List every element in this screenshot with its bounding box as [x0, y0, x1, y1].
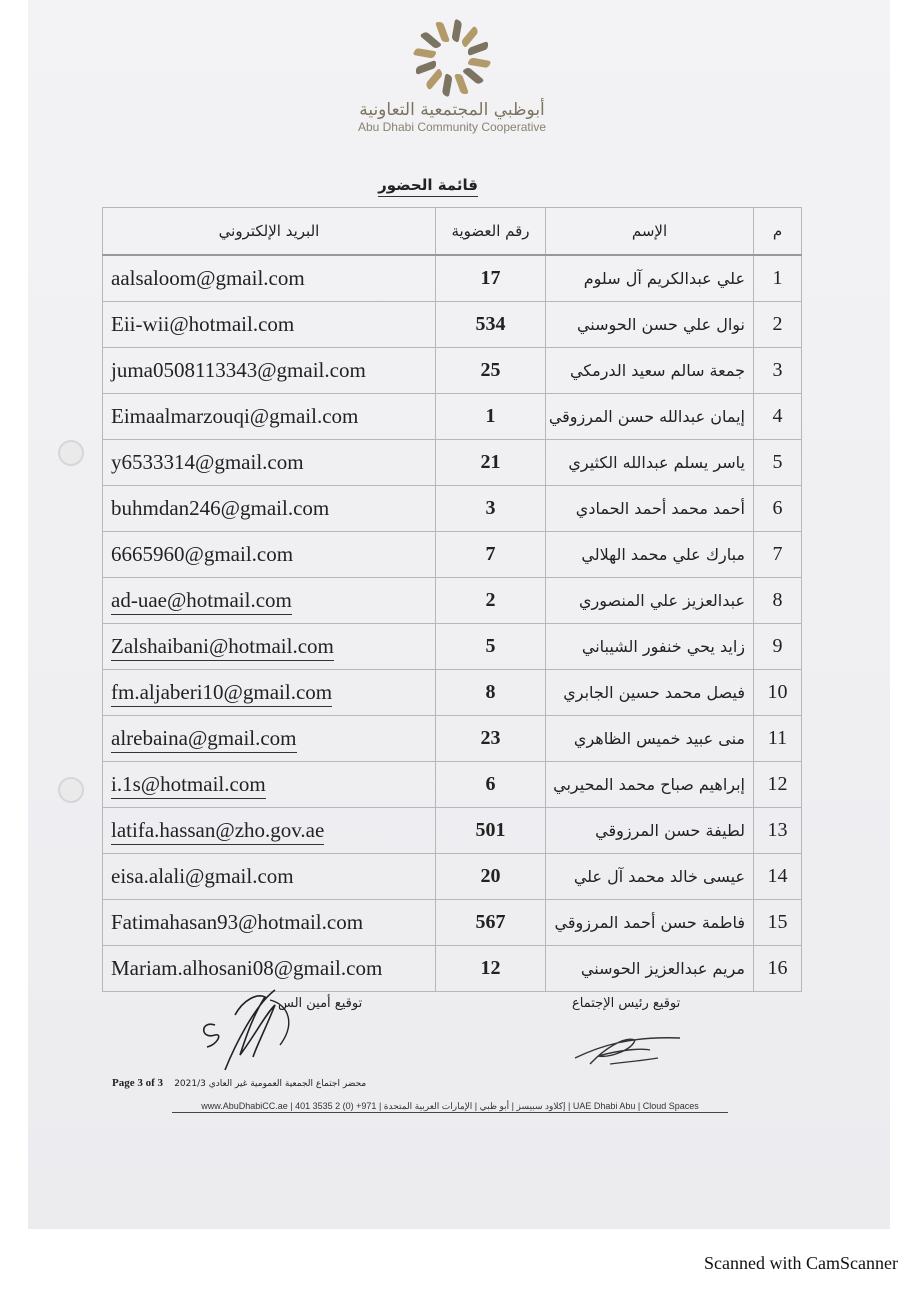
table-row [103, 302, 802, 348]
logo-petal [467, 57, 492, 68]
table-row [103, 854, 802, 900]
page-title: قائمة الحضور [378, 176, 478, 197]
membership-cell: 8 [436, 670, 546, 716]
footer-contact: UAE Dhabi Abu | Cloud Spaces | إكلاود سبيسز | أبو ظبي | الإمارات العربية المتحدة | www.AbuDhabiCC.ae | 401 3535 2 (0) +971 [172, 1101, 728, 1113]
index-cell: 9 [754, 624, 802, 670]
email-text: aalsaloom@gmail.com [111, 266, 305, 290]
email-text: buhmdan246@gmail.com [111, 496, 330, 520]
table-row [103, 808, 802, 854]
index-cell: 6 [754, 486, 802, 532]
email-cell [103, 624, 436, 670]
email-text: juma0508113343@gmail.com [111, 358, 366, 382]
name-cell: جمعة سالم سعيد الدرمكي [546, 348, 754, 394]
email-text: fm.aljaberi10@gmail.com [111, 680, 332, 707]
name-cell: ياسر يسلم عبدالله الكثيري [546, 440, 754, 486]
logo-petal [442, 73, 453, 98]
table-row [103, 670, 802, 716]
index-cell: 14 [754, 854, 802, 900]
logo-petal [416, 60, 436, 75]
email-cell [103, 302, 436, 348]
name-cell: عيسى خالد محمد آل علي [546, 854, 754, 900]
name-cell: لطيفة حسن المرزوقي [546, 808, 754, 854]
header-email: البريد الإلكتروني [103, 208, 436, 256]
table-row [103, 348, 802, 394]
table-row [103, 394, 802, 440]
index-cell: 16 [754, 946, 802, 992]
header-index: م [754, 208, 802, 256]
punch-hole [58, 777, 84, 803]
meeting-title: محضر اجتماع الجمعية العمومية غير العادي 2021/3 [174, 1079, 367, 1089]
chairman-signature-label: توقيع رئيس الإجتماع [572, 996, 681, 1011]
membership-cell: 1 [436, 394, 546, 440]
logo-petal [419, 31, 442, 49]
email-text: Mariam.alhosani08@gmail.com [111, 956, 383, 980]
membership-cell: 567 [436, 900, 546, 946]
name-cell: مبارك علي محمد الهلالي [546, 532, 754, 578]
camscanner-watermark: Scanned with CamScanner [704, 1253, 898, 1273]
email-text: i.1s@hotmail.com [111, 772, 266, 799]
email-text: ad-uae@hotmail.com [111, 588, 292, 615]
table-row [103, 255, 802, 302]
index-cell: 15 [754, 900, 802, 946]
email-cell [103, 532, 436, 578]
logo-emblem-icon [412, 18, 492, 98]
membership-cell: 7 [436, 532, 546, 578]
email-cell [103, 670, 436, 716]
membership-cell: 2 [436, 578, 546, 624]
logo-english-text: Abu Dhabi Community Cooperative [357, 120, 547, 134]
logo-arabic-text: أبوظبي المجتمعية التعاونية [359, 100, 545, 120]
secretary-signature-icon [195, 985, 305, 1077]
email-text: y6533314@gmail.com [111, 450, 304, 474]
header-name: الإسم [546, 208, 754, 256]
membership-cell: 25 [436, 348, 546, 394]
logo-petal [462, 67, 485, 85]
name-cell: إيمان عبدالله حسن المرزوقي [546, 394, 754, 440]
email-cell [103, 348, 436, 394]
logo-petal [412, 48, 437, 59]
membership-cell: 3 [436, 486, 546, 532]
index-cell: 5 [754, 440, 802, 486]
email-text: alrebaina@gmail.com [111, 726, 297, 753]
index-cell: 11 [754, 716, 802, 762]
email-cell [103, 394, 436, 440]
index-cell: 12 [754, 762, 802, 808]
email-cell [103, 900, 436, 946]
membership-cell: 12 [436, 946, 546, 992]
table-row [103, 440, 802, 486]
table-row [103, 486, 802, 532]
logo-petal [435, 22, 450, 42]
email-text: latifa.hassan@zho.gov.ae [111, 818, 324, 845]
email-text: Eii-wii@hotmail.com [111, 312, 295, 336]
email-cell [103, 578, 436, 624]
email-text: eisa.alali@gmail.com [111, 864, 294, 888]
name-cell: منى عبيد خميس الظاهري [546, 716, 754, 762]
index-cell: 4 [754, 394, 802, 440]
name-cell: علي عبدالكريم آل سلوم [546, 255, 754, 302]
cooperative-logo [352, 18, 552, 158]
email-text: Fatimahasan93@hotmail.com [111, 910, 364, 934]
name-cell: نوال علي حسن الحوسني [546, 302, 754, 348]
name-cell: فاطمة حسن أحمد المرزوقي [546, 900, 754, 946]
index-cell: 3 [754, 348, 802, 394]
chairman-signature-icon [570, 1028, 685, 1070]
page-number: Page 3 of 3 [112, 1077, 164, 1089]
attendance-table [102, 207, 802, 992]
email-text: Zalshaibani@hotmail.com [111, 634, 334, 661]
table-row [103, 532, 802, 578]
name-cell: إبراهيم صباح محمد المحيربي [546, 762, 754, 808]
index-cell: 10 [754, 670, 802, 716]
email-cell [103, 808, 436, 854]
name-cell: مريم عبدالعزيز الحوسني [546, 946, 754, 992]
logo-petal [461, 25, 479, 48]
membership-cell: 501 [436, 808, 546, 854]
email-cell [103, 255, 436, 302]
table-row [103, 578, 802, 624]
name-cell: أحمد محمد أحمد الحمادي [546, 486, 754, 532]
logo-petal [468, 41, 488, 56]
table-row [103, 624, 802, 670]
header-membership: رقم العضوية [436, 208, 546, 256]
email-cell [103, 486, 436, 532]
membership-cell: 534 [436, 302, 546, 348]
membership-cell: 21 [436, 440, 546, 486]
email-cell [103, 716, 436, 762]
punch-hole [58, 440, 84, 466]
table-header-row [103, 208, 802, 256]
membership-cell: 5 [436, 624, 546, 670]
membership-cell: 17 [436, 255, 546, 302]
email-cell [103, 440, 436, 486]
email-cell [103, 762, 436, 808]
table-row [103, 900, 802, 946]
secretary-signature-label: توقيع أمين الس [278, 996, 363, 1011]
email-cell [103, 854, 436, 900]
logo-petal [454, 74, 469, 94]
footer-meta [112, 1077, 492, 1089]
membership-cell: 20 [436, 854, 546, 900]
index-cell: 1 [754, 255, 802, 302]
index-cell: 7 [754, 532, 802, 578]
name-cell: فيصل محمد حسين الجابري [546, 670, 754, 716]
logo-petal [425, 68, 443, 91]
name-cell: زايد يحي خنفور الشيباني [546, 624, 754, 670]
membership-cell: 6 [436, 762, 546, 808]
index-cell: 2 [754, 302, 802, 348]
index-cell: 13 [754, 808, 802, 854]
membership-cell: 23 [436, 716, 546, 762]
email-text: 6665960@gmail.com [111, 542, 294, 566]
name-cell: عبدالعزيز علي المنصوري [546, 578, 754, 624]
table-row [103, 762, 802, 808]
table-row [103, 716, 802, 762]
logo-petal [451, 18, 462, 43]
index-cell: 8 [754, 578, 802, 624]
email-text: Eimaalmarzouqi@gmail.com [111, 404, 359, 428]
